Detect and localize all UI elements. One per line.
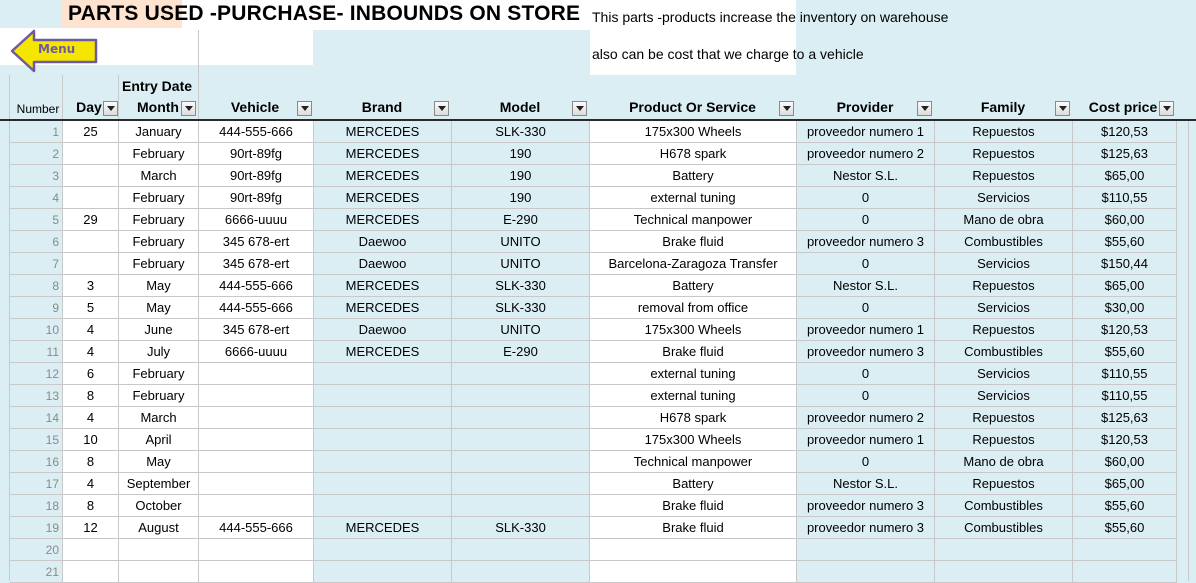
cell-provider[interactable]: 0: [797, 253, 935, 275]
cell-vehicle[interactable]: [199, 363, 314, 385]
cell-provider[interactable]: proveedor numero 3: [797, 517, 935, 539]
cell-num: 14: [10, 407, 63, 429]
cell-model[interactable]: 190: [452, 187, 590, 209]
cell-month[interactable]: February: [119, 187, 199, 209]
cell-provider[interactable]: Nestor S.L.: [797, 275, 935, 297]
table-row: [0, 209, 1196, 231]
cell-day[interactable]: 25: [63, 121, 119, 143]
table-row: [0, 253, 1196, 275]
cell-num: 15: [10, 429, 63, 451]
cell-cost[interactable]: $110,55: [1073, 187, 1177, 209]
cell-family[interactable]: Servicios: [935, 385, 1073, 407]
cell-vehicle[interactable]: 6666-uuuu: [199, 209, 314, 231]
cell-vehicle[interactable]: [199, 407, 314, 429]
cell-brand[interactable]: Daewoo: [314, 253, 452, 275]
cell-model[interactable]: [452, 385, 590, 407]
cell-cost[interactable]: [1073, 561, 1177, 583]
cell-model[interactable]: [452, 495, 590, 517]
cell-model[interactable]: 190: [452, 143, 590, 165]
cell-family[interactable]: Repuestos: [935, 121, 1073, 143]
cell-model[interactable]: [452, 451, 590, 473]
table-row: [0, 517, 1196, 539]
table-row: [0, 319, 1196, 341]
cell-day[interactable]: 4: [63, 407, 119, 429]
cell-model[interactable]: E-290: [452, 341, 590, 363]
cell-day[interactable]: 4: [63, 473, 119, 495]
cell-brand[interactable]: [314, 451, 452, 473]
cell-day[interactable]: [63, 165, 119, 187]
cell-family[interactable]: Repuestos: [935, 143, 1073, 165]
cell-month[interactable]: August: [119, 517, 199, 539]
cell-product[interactable]: Technical manpower: [590, 451, 797, 473]
cell-num: 4: [10, 187, 63, 209]
cell-family[interactable]: [935, 539, 1073, 561]
col-header-vehicle: Vehicle: [230, 99, 280, 115]
cell-num: 19: [10, 517, 63, 539]
cell-num: 7: [10, 253, 63, 275]
cell-family[interactable]: Servicios: [935, 363, 1073, 385]
cell-product[interactable]: Battery: [590, 473, 797, 495]
cell-brand[interactable]: [314, 473, 452, 495]
cell-cost[interactable]: $110,55: [1073, 385, 1177, 407]
cell-model[interactable]: E-290: [452, 209, 590, 231]
table-row: [0, 143, 1196, 165]
cell-cost[interactable]: $120,53: [1073, 319, 1177, 341]
filter-cost-dropdown[interactable]: [1159, 101, 1174, 116]
cell-model[interactable]: 190: [452, 165, 590, 187]
cell-num: 1: [10, 121, 63, 143]
table-row: [0, 451, 1196, 473]
cell-day[interactable]: [63, 253, 119, 275]
cell-brand[interactable]: MERCEDES: [314, 341, 452, 363]
cell-provider[interactable]: proveedor numero 3: [797, 495, 935, 517]
table-row: [0, 539, 1196, 561]
cell-product[interactable]: Battery: [590, 275, 797, 297]
cell-product[interactable]: removal from office: [590, 297, 797, 319]
table-row: [0, 275, 1196, 297]
cell-brand[interactable]: MERCEDES: [314, 297, 452, 319]
cell-family[interactable]: Combustibles: [935, 341, 1073, 363]
cell-cost[interactable]: $55,60: [1073, 231, 1177, 253]
cell-provider[interactable]: Nestor S.L.: [797, 165, 935, 187]
entry-date-label: Entry Date: [122, 78, 193, 94]
chevron-down-icon: [301, 106, 309, 111]
menu-button[interactable]: [10, 29, 98, 73]
cell-vehicle[interactable]: [199, 473, 314, 495]
cell-product[interactable]: 175x300 Wheels: [590, 429, 797, 451]
cell-family[interactable]: Combustibles: [935, 231, 1073, 253]
filter-day-dropdown[interactable]: [103, 101, 118, 116]
cell-provider[interactable]: proveedor numero 1: [797, 429, 935, 451]
cell-vehicle[interactable]: [199, 385, 314, 407]
cell-product[interactable]: external tuning: [590, 385, 797, 407]
table-row: [0, 385, 1196, 407]
description-line-2: also can be cost that we charge to a vehicle: [592, 46, 864, 62]
col-header-day: Day: [76, 99, 102, 115]
cell-month[interactable]: May: [119, 451, 199, 473]
cell-provider[interactable]: proveedor numero 2: [797, 407, 935, 429]
col-header-brand: Brand: [361, 99, 403, 115]
cell-month[interactable]: March: [119, 165, 199, 187]
filter-month-dropdown[interactable]: [181, 101, 196, 116]
cell-brand[interactable]: [314, 385, 452, 407]
cell-num: 10: [10, 319, 63, 341]
table-row: [0, 473, 1196, 495]
table-row: [0, 407, 1196, 429]
table-row: [0, 561, 1196, 583]
chevron-down-icon: [1059, 106, 1067, 111]
col-header-cost: Cost price: [1088, 99, 1158, 115]
cell-brand[interactable]: MERCEDES: [314, 517, 452, 539]
cell-family[interactable]: Mano de obra: [935, 209, 1073, 231]
cell-vehicle[interactable]: 345 678-ert: [199, 231, 314, 253]
cell-provider[interactable]: [797, 561, 935, 583]
cell-product[interactable]: Brake fluid: [590, 231, 797, 253]
cell-month[interactable]: February: [119, 385, 199, 407]
cell-product[interactable]: Battery: [590, 165, 797, 187]
col-header-family: Family: [980, 99, 1026, 115]
table-row: [0, 231, 1196, 253]
cell-vehicle[interactable]: 444-555-666: [199, 517, 314, 539]
cell-product[interactable]: H678 spark: [590, 407, 797, 429]
cell-month[interactable]: February: [119, 209, 199, 231]
cell-month[interactable]: February: [119, 253, 199, 275]
cell-model[interactable]: SLK-330: [452, 517, 590, 539]
cell-month[interactable]: May: [119, 297, 199, 319]
cell-model[interactable]: SLK-330: [452, 275, 590, 297]
cell-month[interactable]: [119, 561, 199, 583]
cell-month[interactable]: February: [119, 143, 199, 165]
cell-brand[interactable]: [314, 363, 452, 385]
cell-vehicle[interactable]: 90rt-89fg: [199, 143, 314, 165]
col-header-model: Model: [499, 99, 541, 115]
cell-vehicle[interactable]: 444-555-666: [199, 297, 314, 319]
cell-product[interactable]: Brake fluid: [590, 517, 797, 539]
cell-family[interactable]: Servicios: [935, 253, 1073, 275]
cell-num: 21: [10, 561, 63, 583]
cell-cost[interactable]: $60,00: [1073, 451, 1177, 473]
description-line-1: This parts -products increase the inventory on warehouse: [592, 9, 949, 25]
cell-product[interactable]: Barcelona-Zaragoza Transfer: [590, 253, 797, 275]
cell-cost[interactable]: $30,00: [1073, 297, 1177, 319]
chevron-down-icon: [185, 106, 193, 111]
cell-month[interactable]: January: [119, 121, 199, 143]
cell-family[interactable]: [935, 561, 1073, 583]
cell-brand[interactable]: [314, 539, 452, 561]
cell-num: 18: [10, 495, 63, 517]
cell-family[interactable]: Servicios: [935, 187, 1073, 209]
cell-month[interactable]: February: [119, 363, 199, 385]
cell-cost[interactable]: $150,44: [1073, 253, 1177, 275]
cell-num: 17: [10, 473, 63, 495]
cell-cost[interactable]: $65,00: [1073, 473, 1177, 495]
chevron-down-icon: [1163, 106, 1171, 111]
cell-vehicle[interactable]: 345 678-ert: [199, 319, 314, 341]
cell-vehicle[interactable]: [199, 539, 314, 561]
table-row: [0, 187, 1196, 209]
cell-product[interactable]: [590, 561, 797, 583]
cell-cost[interactable]: $55,60: [1073, 495, 1177, 517]
cell-brand[interactable]: Daewoo: [314, 319, 452, 341]
table-row: [0, 363, 1196, 385]
cell-num: 6: [10, 231, 63, 253]
cell-brand[interactable]: MERCEDES: [314, 275, 452, 297]
cell-provider[interactable]: Nestor S.L.: [797, 473, 935, 495]
chevron-down-icon: [107, 106, 115, 111]
cell-day[interactable]: [63, 561, 119, 583]
cell-family[interactable]: Repuestos: [935, 275, 1073, 297]
cell-provider[interactable]: proveedor numero 1: [797, 319, 935, 341]
cell-model[interactable]: [452, 407, 590, 429]
cell-provider[interactable]: proveedor numero 1: [797, 121, 935, 143]
cell-model[interactable]: [452, 539, 590, 561]
cell-day[interactable]: 8: [63, 495, 119, 517]
cell-vehicle[interactable]: [199, 429, 314, 451]
cell-num: 16: [10, 451, 63, 473]
table-row: [0, 429, 1196, 451]
table-row: [0, 165, 1196, 187]
cell-month[interactable]: April: [119, 429, 199, 451]
cell-product[interactable]: external tuning: [590, 363, 797, 385]
cell-provider[interactable]: 0: [797, 187, 935, 209]
table-row: [0, 495, 1196, 517]
cell-num: 3: [10, 165, 63, 187]
cell-num: 5: [10, 209, 63, 231]
cell-product[interactable]: H678 spark: [590, 143, 797, 165]
cell-family[interactable]: Repuestos: [935, 429, 1073, 451]
cell-brand[interactable]: MERCEDES: [314, 121, 452, 143]
cell-brand[interactable]: MERCEDES: [314, 209, 452, 231]
cell-family[interactable]: Combustibles: [935, 517, 1073, 539]
filter-brand-dropdown[interactable]: [434, 101, 449, 116]
cell-month[interactable]: June: [119, 319, 199, 341]
cell-provider[interactable]: [797, 539, 935, 561]
cell-day[interactable]: [63, 231, 119, 253]
cell-day[interactable]: 4: [63, 319, 119, 341]
menu-label: Menu: [38, 42, 76, 56]
cell-model[interactable]: [452, 363, 590, 385]
cell-provider[interactable]: 0: [797, 209, 935, 231]
cell-provider[interactable]: proveedor numero 3: [797, 341, 935, 363]
cell-brand[interactable]: MERCEDES: [314, 165, 452, 187]
cell-month[interactable]: July: [119, 341, 199, 363]
cell-model[interactable]: [452, 473, 590, 495]
cell-cost[interactable]: $125,63: [1073, 143, 1177, 165]
cell-brand[interactable]: [314, 561, 452, 583]
cell-brand[interactable]: MERCEDES: [314, 187, 452, 209]
cell-product[interactable]: external tuning: [590, 187, 797, 209]
chevron-down-icon: [921, 106, 929, 111]
cell-num: 11: [10, 341, 63, 363]
cell-month[interactable]: September: [119, 473, 199, 495]
cell-vehicle[interactable]: [199, 451, 314, 473]
cell-model[interactable]: SLK-330: [452, 121, 590, 143]
cell-brand[interactable]: [314, 495, 452, 517]
cell-model[interactable]: SLK-330: [452, 297, 590, 319]
cell-cost[interactable]: $110,55: [1073, 363, 1177, 385]
cell-provider[interactable]: 0: [797, 385, 935, 407]
filter-model-dropdown[interactable]: [572, 101, 587, 116]
cell-cost[interactable]: $55,60: [1073, 341, 1177, 363]
cell-family[interactable]: Repuestos: [935, 165, 1073, 187]
cell-vehicle[interactable]: [199, 561, 314, 583]
cell-num: 8: [10, 275, 63, 297]
cell-day[interactable]: 6: [63, 363, 119, 385]
cell-family[interactable]: Mano de obra: [935, 451, 1073, 473]
table-row: [0, 297, 1196, 319]
cell-month[interactable]: March: [119, 407, 199, 429]
cell-vehicle[interactable]: 90rt-89fg: [199, 187, 314, 209]
cell-cost[interactable]: $60,00: [1073, 209, 1177, 231]
cell-brand[interactable]: [314, 429, 452, 451]
cell-brand[interactable]: Daewoo: [314, 231, 452, 253]
cell-product[interactable]: [590, 539, 797, 561]
cell-cost[interactable]: $125,63: [1073, 407, 1177, 429]
cell-num: 2: [10, 143, 63, 165]
cell-cost[interactable]: $120,53: [1073, 429, 1177, 451]
cell-day[interactable]: 8: [63, 451, 119, 473]
cell-provider[interactable]: 0: [797, 451, 935, 473]
cell-brand[interactable]: MERCEDES: [314, 143, 452, 165]
cell-vehicle[interactable]: 345 678-ert: [199, 253, 314, 275]
cell-day[interactable]: 5: [63, 297, 119, 319]
page-title: PARTS USED -PURCHASE- INBOUNDS ON STORE: [68, 2, 581, 25]
cell-model[interactable]: UNITO: [452, 231, 590, 253]
cell-day[interactable]: [63, 539, 119, 561]
cell-family[interactable]: Repuestos: [935, 407, 1073, 429]
cell-num: 13: [10, 385, 63, 407]
col-header-month: Month: [137, 99, 179, 115]
cell-family[interactable]: Repuestos: [935, 473, 1073, 495]
filter-provider-dropdown[interactable]: [917, 101, 932, 116]
cell-provider[interactable]: proveedor numero 2: [797, 143, 935, 165]
cell-month[interactable]: February: [119, 231, 199, 253]
cell-vehicle[interactable]: 90rt-89fg: [199, 165, 314, 187]
chevron-down-icon: [576, 106, 584, 111]
cell-brand[interactable]: [314, 407, 452, 429]
cell-model[interactable]: UNITO: [452, 253, 590, 275]
cell-vehicle[interactable]: 444-555-666: [199, 121, 314, 143]
cell-day[interactable]: [63, 187, 119, 209]
cell-vehicle[interactable]: 6666-uuuu: [199, 341, 314, 363]
cell-month[interactable]: May: [119, 275, 199, 297]
cell-num: 12: [10, 363, 63, 385]
filter-family-dropdown[interactable]: [1055, 101, 1070, 116]
cell-product[interactable]: 175x300 Wheels: [590, 319, 797, 341]
col-header-number: Number: [16, 102, 60, 116]
cell-family[interactable]: Servicios: [935, 297, 1073, 319]
filter-vehicle-dropdown[interactable]: [297, 101, 312, 116]
cell-month[interactable]: October: [119, 495, 199, 517]
cell-num: 20: [10, 539, 63, 561]
cell-day[interactable]: 29: [63, 209, 119, 231]
col-header-product: Product Or Service: [629, 99, 756, 115]
cell-month[interactable]: [119, 539, 199, 561]
cell-vehicle[interactable]: [199, 495, 314, 517]
cell-provider[interactable]: 0: [797, 363, 935, 385]
cell-vehicle[interactable]: 444-555-666: [199, 275, 314, 297]
cell-day[interactable]: 8: [63, 385, 119, 407]
cell-provider[interactable]: 0: [797, 297, 935, 319]
cell-cost[interactable]: $120,53: [1073, 121, 1177, 143]
cell-day[interactable]: 10: [63, 429, 119, 451]
chevron-down-icon: [438, 106, 446, 111]
cell-provider[interactable]: proveedor numero 3: [797, 231, 935, 253]
table-row: [0, 341, 1196, 363]
cell-day[interactable]: 3: [63, 275, 119, 297]
cell-product[interactable]: 175x300 Wheels: [590, 121, 797, 143]
cell-day[interactable]: [63, 143, 119, 165]
cell-product[interactable]: Brake fluid: [590, 495, 797, 517]
cell-cost[interactable]: $65,00: [1073, 275, 1177, 297]
cell-model[interactable]: UNITO: [452, 319, 590, 341]
cell-cost[interactable]: $65,00: [1073, 165, 1177, 187]
cell-product[interactable]: Technical manpower: [590, 209, 797, 231]
cell-num: 9: [10, 297, 63, 319]
table-row: [0, 121, 1196, 143]
cell-product[interactable]: Brake fluid: [590, 341, 797, 363]
cell-family[interactable]: Repuestos: [935, 319, 1073, 341]
cell-family[interactable]: Combustibles: [935, 495, 1073, 517]
chevron-down-icon: [783, 106, 791, 111]
cell-day[interactable]: 4: [63, 341, 119, 363]
col-header-provider: Provider: [836, 99, 894, 115]
filter-product-dropdown[interactable]: [779, 101, 794, 116]
cell-model[interactable]: [452, 561, 590, 583]
cell-day[interactable]: 12: [63, 517, 119, 539]
cell-cost[interactable]: [1073, 539, 1177, 561]
cell-model[interactable]: [452, 429, 590, 451]
cell-cost[interactable]: $55,60: [1073, 517, 1177, 539]
